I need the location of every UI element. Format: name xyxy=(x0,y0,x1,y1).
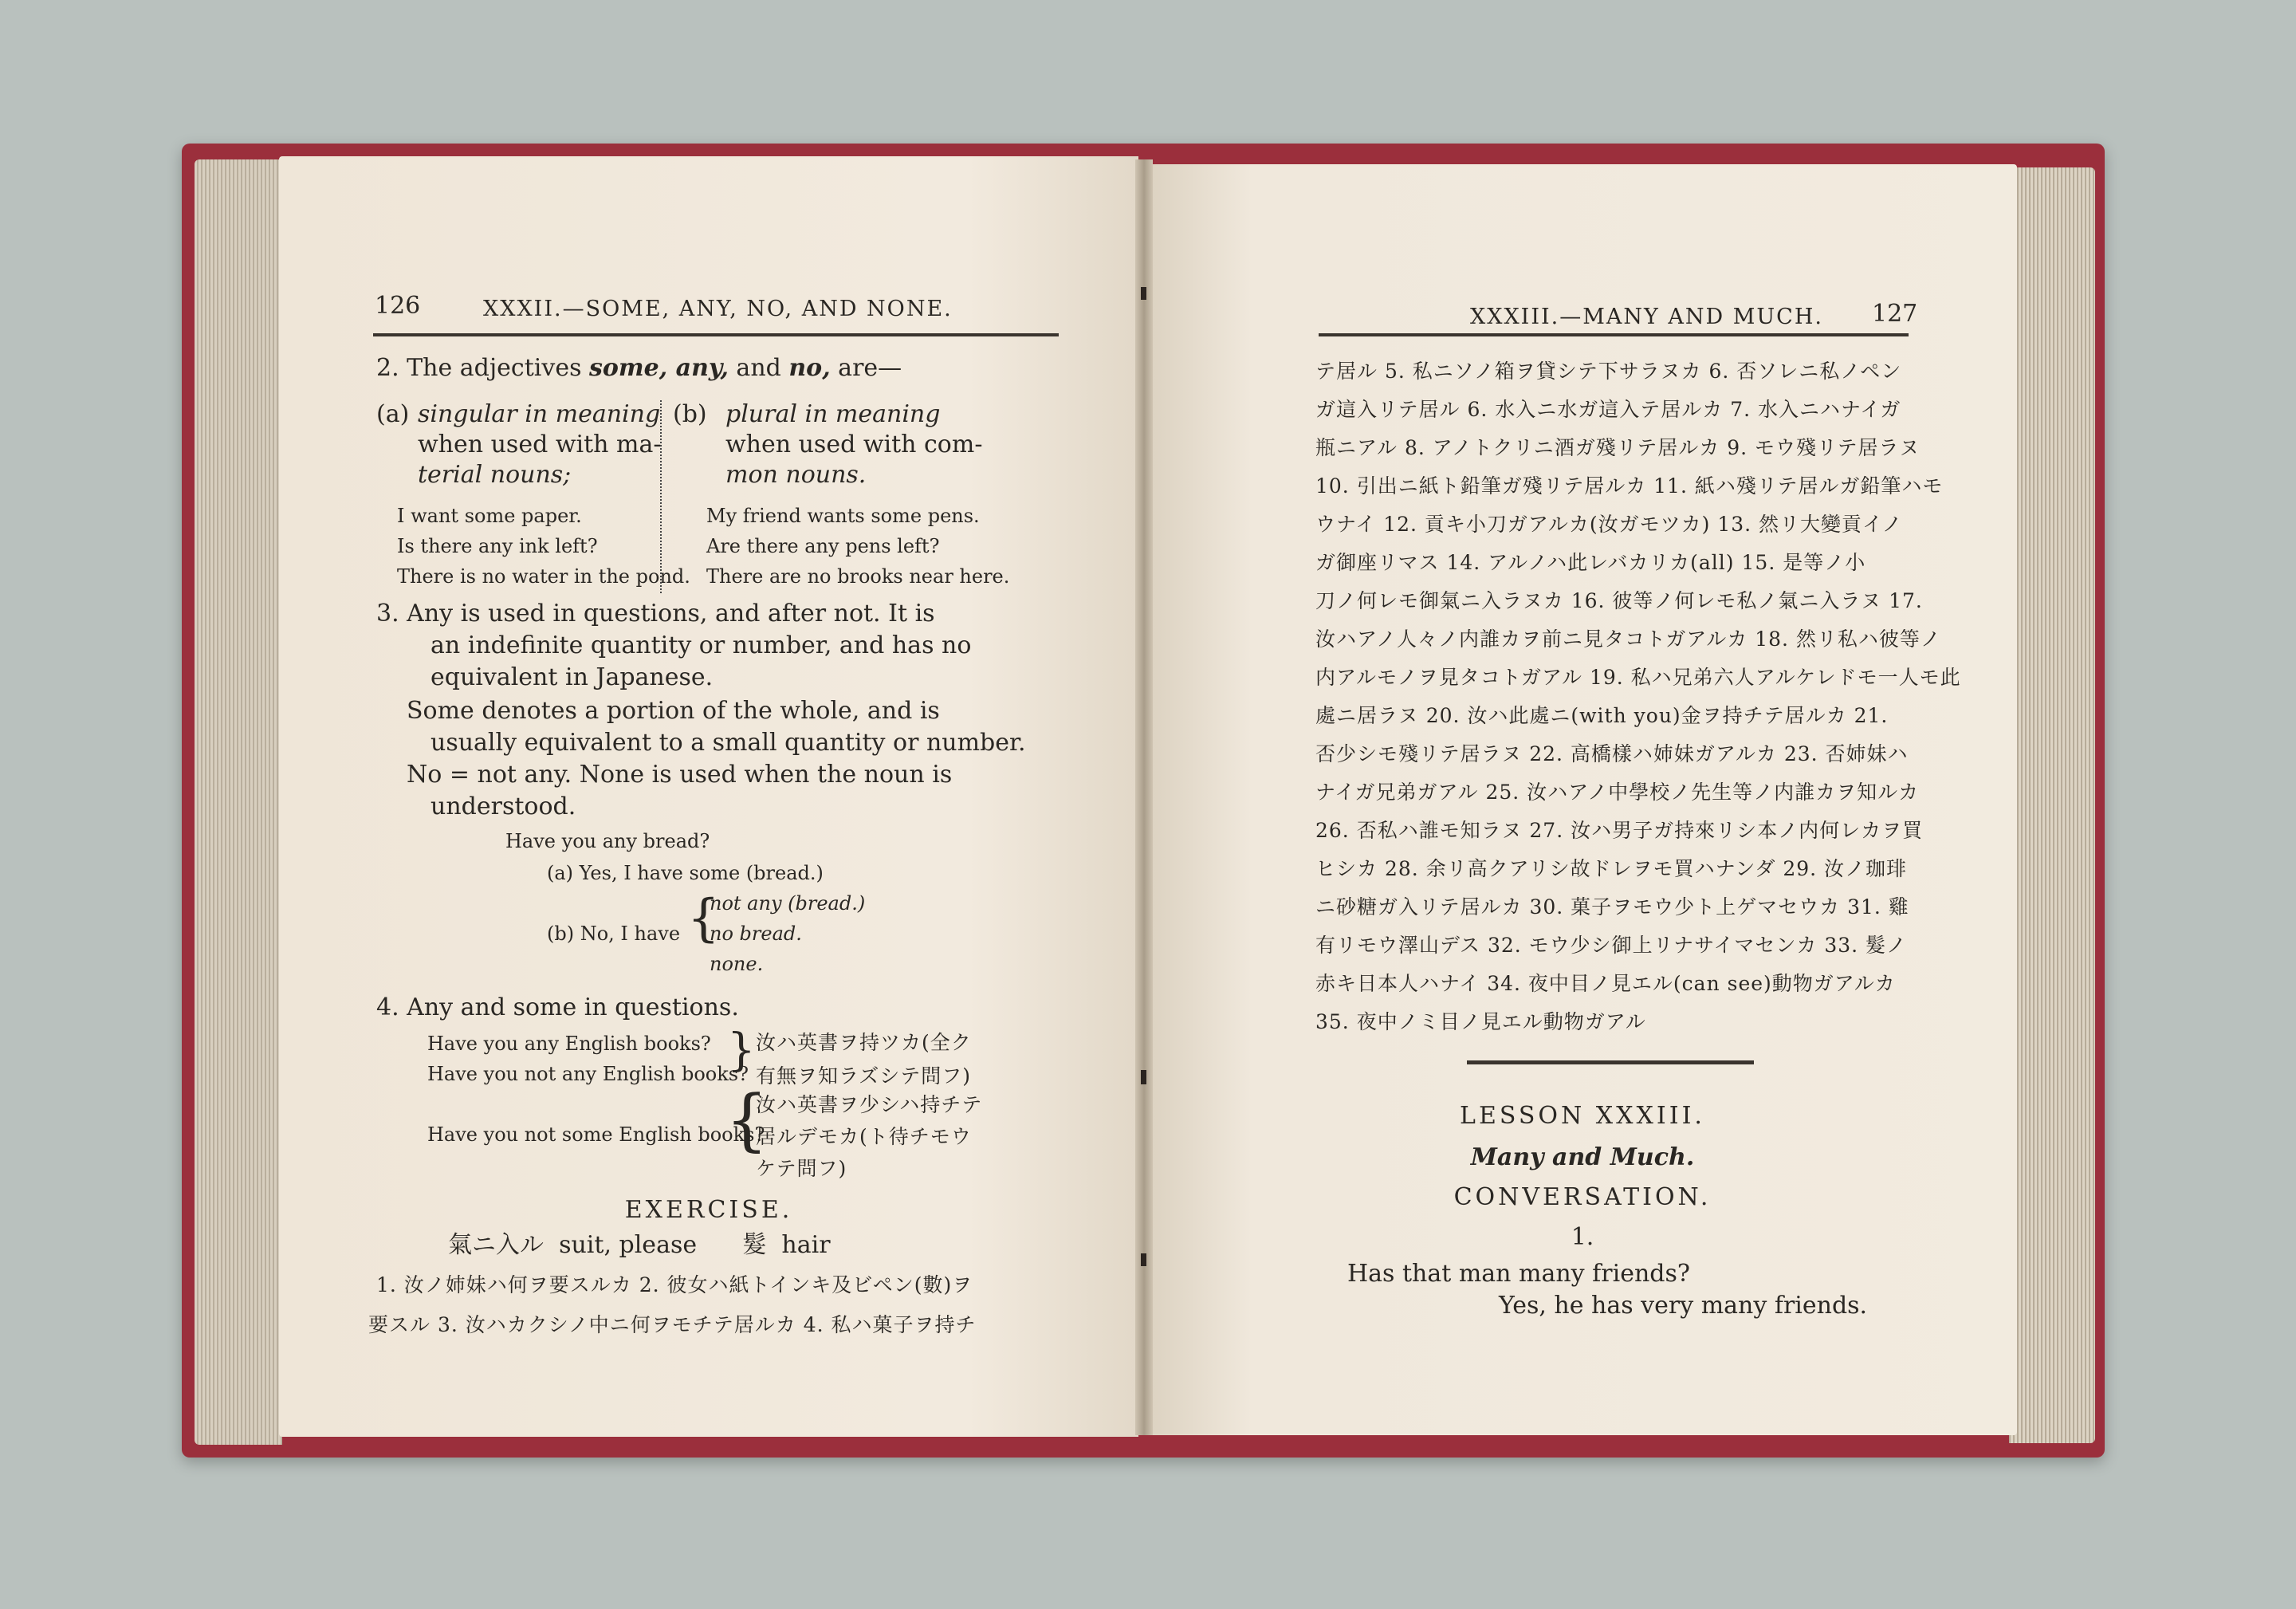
col-b-example: There are no brooks near here. xyxy=(706,565,1010,588)
binding-stitch xyxy=(1141,1253,1146,1266)
binding-stitch xyxy=(1141,287,1146,300)
col-a-example: There is no water in the pond. xyxy=(397,565,690,588)
binding-stitch xyxy=(1141,1070,1146,1084)
col-b-line: mon nouns. xyxy=(725,461,867,489)
book-gutter xyxy=(1135,159,1153,1435)
jp-line: ニ砂糖ガ入リテ居ルカ 30. 菓子ヲモウ少ト上ゲマセウカ 31. 雞 xyxy=(1315,895,1909,919)
jp-line: 處ニ居ラヌ 20. 汝ハ此處ニ(with you)金ヲ持チテ居ルカ 21. xyxy=(1315,704,1889,727)
page-number: 127 xyxy=(1872,300,1918,328)
col-a-line: singular in meaning xyxy=(418,400,661,428)
jp-line: 26. 否私ハ誰モ知ラヌ 27. 汝ハ男子ガ持來リシ本ノ内何レカヲ買 xyxy=(1315,819,1924,842)
jp-line: ウナイ 12. 貢キ小刀ガアルカ(汝ガモツカ) 13. 然リ大變貢イノ xyxy=(1315,513,1903,536)
brace: } xyxy=(727,1025,756,1076)
item-3-line: No = not any. None is used when the noun is xyxy=(407,761,953,789)
exercise-title: EXERCISE. xyxy=(624,1196,793,1224)
jp-translation: 有無ヲ知ラズシテ問フ) xyxy=(756,1064,972,1088)
conversation-question: Has that man many friends? xyxy=(1347,1260,1690,1288)
left-page xyxy=(279,156,1138,1437)
jp-translation: 汝ハ英書ヲ持ツカ(全ク xyxy=(756,1031,972,1054)
jp-translation: ケテ問フ) xyxy=(756,1157,847,1180)
item-4-question: Have you not any English books? xyxy=(427,1063,749,1085)
conversation-number: 1. xyxy=(1571,1223,1594,1251)
jp-line: 10. 引出ニ紙ト鉛筆ガ殘リテ居ルカ 11. 紙ハ殘リテ居ルガ鉛筆ハモ xyxy=(1315,474,1944,498)
item-4-question: Have you any English books? xyxy=(427,1033,711,1055)
lesson-subtitle: Many and Much. xyxy=(1470,1143,1695,1171)
col-b-line: plural in meaning xyxy=(725,400,941,428)
col-a-line: when used with ma- xyxy=(418,431,662,458)
col-a-example: I want some paper. xyxy=(397,505,582,527)
col-b-line: when used with com- xyxy=(725,431,983,458)
jp-line: 否少シモ殘リテ居ラヌ 22. 高橋樣ハ姉妹ガアルカ 23. 否姉妹ハ xyxy=(1315,742,1909,765)
running-head: XXXIII.—MANY AND MUCH. xyxy=(1470,305,1823,329)
jp-translation: 居ルデモカ(ト待チモウ xyxy=(756,1125,972,1148)
col-a-example: Is there any ink left? xyxy=(397,535,598,557)
item-4-heading: 4. Any and some in questions. xyxy=(376,993,739,1021)
page-edges-right xyxy=(2009,167,2095,1443)
col-b-label: (b) xyxy=(673,400,707,428)
col-b-example: My friend wants some pens. xyxy=(706,505,980,527)
item-3-line: an indefinite quantity or number, and has no xyxy=(431,631,972,659)
dialog-question: Have you any bread? xyxy=(505,830,710,852)
header-rule xyxy=(1319,333,1909,336)
col-b-example: Are there any pens left? xyxy=(706,535,940,557)
exercise-vocab: 氣ニ入ル suit, please 髮 hair xyxy=(448,1231,831,1259)
jp-line: 刀ノ何レモ御氣ニ入ラヌカ 16. 彼等ノ何レモ私ノ氣ニ入ラヌ 17. xyxy=(1315,589,1923,612)
brace: { xyxy=(687,889,720,948)
section-rule xyxy=(1467,1060,1754,1064)
page-number: 126 xyxy=(375,292,421,320)
col-a-line: terial nouns; xyxy=(418,461,572,489)
conversation-answer: Yes, he has very many friends. xyxy=(1499,1292,1868,1320)
exercise-line: 1. 汝ノ姉妹ハ何ヲ要スルカ 2. 彼女ハ紙トインキ及ビペン(數)ヲ xyxy=(376,1273,973,1296)
jp-line: テ居ル 5. 私ニソノ箱ヲ貸シテ下サラヌカ 6. 否ソレニ私ノペン xyxy=(1315,360,1902,383)
exercise-line: 要スル 3. 汝ハカクシノ中ニ何ヲモチテ居ルカ 4. 私ハ菓子ヲ持チ xyxy=(368,1313,977,1336)
running-head: XXXII.—SOME, ANY, NO, AND NONE. xyxy=(483,297,953,321)
item-3-line: equivalent in Japanese. xyxy=(431,663,714,691)
page-edges-left xyxy=(195,159,282,1445)
jp-line: ガ御座リマス 14. アルノハ此レバカリカ(all) 15. 是等ノ小 xyxy=(1315,551,1866,574)
col-a-label: (a) xyxy=(376,400,410,428)
jp-line: ガ這入リテ居ル 6. 水入ニ水ガ這入テ居ルカ 7. 水入ニハナイガ xyxy=(1315,398,1901,421)
item-3-line: 3. Any is used in questions, and after not. It is xyxy=(376,600,935,627)
jp-line: 35. 夜中ノミ目ノ見エル動物ガアル xyxy=(1315,1010,1646,1033)
dialog-option: none. xyxy=(710,953,764,975)
jp-line: ヒシカ 28. 余リ高クアリシ故ドレヲモ買ハナンダ 29. 汝ノ珈琲 xyxy=(1315,857,1908,880)
dialog-answer-b: (b) No, I have xyxy=(547,923,681,945)
item-3-line: usually equivalent to a small quantity or number. xyxy=(431,729,1026,757)
dialog-answer-a: (a) Yes, I have some (bread.) xyxy=(547,862,824,884)
section-heading: CONVERSATION. xyxy=(1453,1183,1712,1211)
lesson-title: LESSON XXXIII. xyxy=(1460,1102,1705,1130)
header-rule xyxy=(373,333,1059,336)
jp-translation: 汝ハ英書ヲ少シハ持チテ xyxy=(756,1093,983,1116)
jp-line: 汝ハアノ人々ノ内誰カヲ前ニ見タコトガアルカ 18. 然リ私ハ彼等ノ xyxy=(1315,627,1941,651)
jp-line: 内アルモノヲ見タコトガアル 19. 私ハ兄弟六人アルケレドモ一人モ此 xyxy=(1315,666,1961,689)
jp-line: 有リモウ澤山デス 32. モウ少シ御上リナサイマセンカ 33. 髮ノ xyxy=(1315,934,1908,957)
right-page xyxy=(1148,164,2017,1435)
item-4-question: Have you not some English books? xyxy=(427,1123,765,1146)
dialog-option: no bread. xyxy=(710,923,802,945)
jp-line: 瓶ニアル 8. アノトクリニ酒ガ殘リテ居ルカ 9. モウ殘リテ居ラヌ xyxy=(1315,436,1921,459)
item-3-line: understood. xyxy=(431,793,576,820)
item-3-line: Some denotes a portion of the whole, and is xyxy=(407,697,940,725)
column-divider xyxy=(660,400,662,593)
dialog-option: not any (bread.) xyxy=(710,892,866,915)
item-2: 2. The adjectives some, any, and no, are— xyxy=(376,354,902,382)
brace: { xyxy=(725,1080,769,1159)
jp-line: ナイガ兄弟ガアル 25. 汝ハアノ中學校ノ先生等ノ内誰カヲ知ルカ xyxy=(1315,781,1920,804)
jp-line: 赤キ日本人ハナイ 34. 夜中目ノ見エル(can see)動物ガアルカ xyxy=(1315,972,1896,995)
